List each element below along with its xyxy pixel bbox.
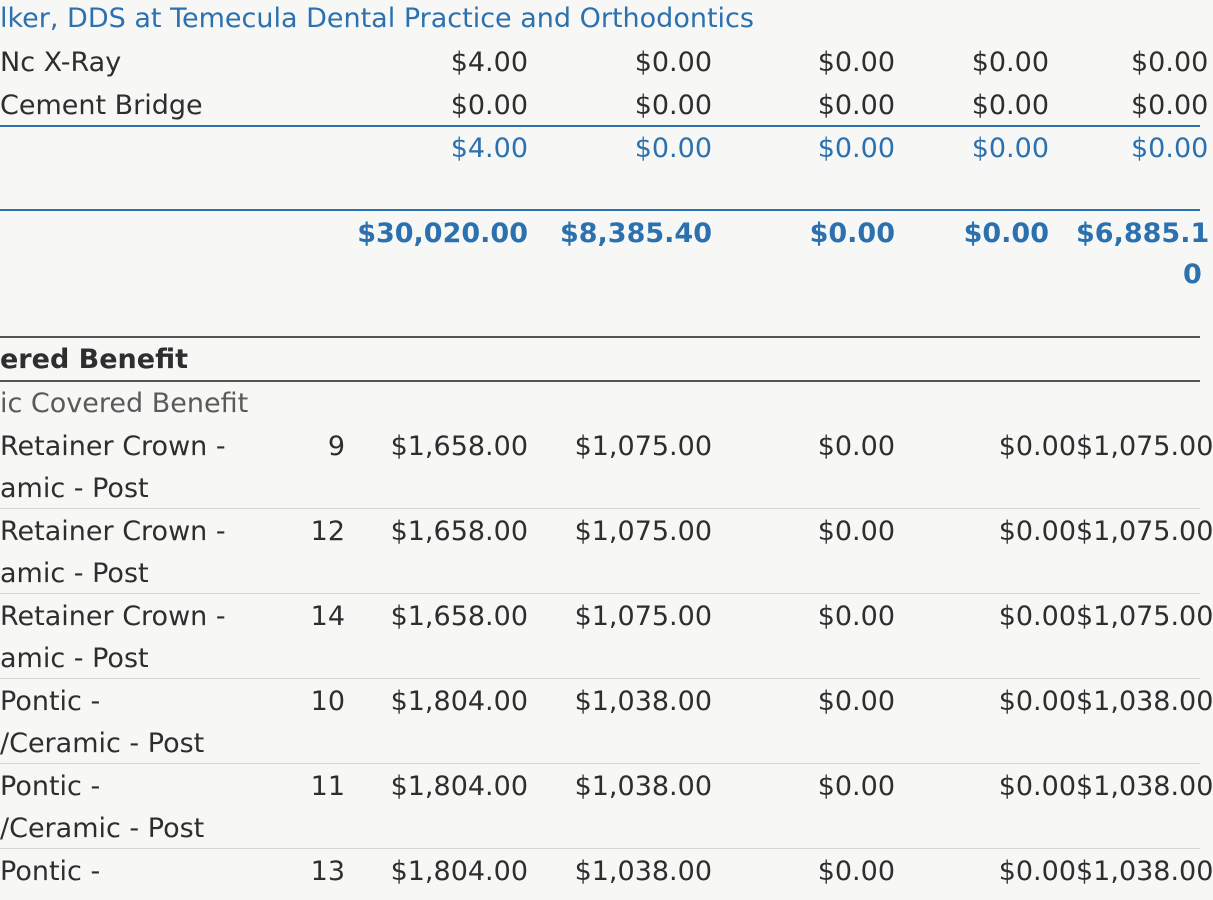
amount-cell: $0.00 [998,686,1076,717]
grand-total-cell: $6,885.1 [1076,218,1210,249]
procedure-label: Pontic - [0,771,101,802]
amount-cell: $4.00 [450,47,528,78]
tooth-number: 14 [310,601,345,632]
procedure-label: Retainer Crown - [0,431,226,462]
amount-cell: $1,038.00 [574,771,712,802]
tooth-number: 11 [310,771,345,802]
subtotal-cell: $0.00 [971,133,1049,164]
row-divider [0,848,1200,849]
amount-cell: $0.00 [450,90,528,121]
amount-cell: $0.00 [1131,47,1209,78]
amount-cell: $0.00 [817,856,895,887]
tooth-number: 13 [310,856,345,887]
total-divider [0,209,1200,211]
procedure-label: Pontic - [0,686,101,717]
procedure-label: Retainer Crown - [0,516,226,547]
subtotal-cell: $4.00 [450,133,528,164]
procedure-label: Nc X-Ray [0,47,122,78]
amount-cell: $1,804.00 [390,771,528,802]
amount-cell: $0.00 [817,516,895,547]
amount-cell: $0.00 [817,431,895,462]
section-title-underline [0,380,1200,382]
amount-cell: $1,075.00 [574,601,712,632]
amount-cell: $1,658.00 [390,516,528,547]
amount-cell: $1,075.00 [1076,431,1213,462]
amount-cell: $0.00 [817,771,895,802]
subtotal-divider [0,125,1200,127]
amount-cell: $1,075.00 [574,516,712,547]
amount-cell: $1,038.00 [1076,771,1213,802]
amount-cell: $1,038.00 [1076,686,1213,717]
amount-cell: $0.00 [817,686,895,717]
section-divider [0,336,1200,338]
row-divider [0,593,1200,594]
procedure-label-line2: /Ceramic - Post [0,813,205,844]
amount-cell: $0.00 [971,47,1049,78]
amount-cell: $1,075.00 [1076,516,1213,547]
amount-cell: $1,804.00 [390,856,528,887]
amount-cell: $1,038.00 [574,856,712,887]
grand-total-cell: $0.00 [963,218,1049,249]
subtotal-cell: $0.00 [1131,133,1209,164]
row-divider [0,508,1200,509]
section-subtitle: ic Covered Benefit [0,388,249,419]
amount-cell: $0.00 [998,856,1076,887]
tooth-number: 10 [310,686,345,717]
amount-cell: $0.00 [817,601,895,632]
procedure-label-line2: amic - Post [0,643,149,674]
grand-total-cell: $30,020.00 [357,218,528,249]
amount-cell: $1,038.00 [574,686,712,717]
row-divider [0,678,1200,679]
subtotal-cell: $0.00 [817,133,895,164]
amount-cell: $1,075.00 [574,431,712,462]
amount-cell: $0.00 [817,47,895,78]
amount-cell: $1,804.00 [390,686,528,717]
amount-cell: $0.00 [998,516,1076,547]
amount-cell: $1,075.00 [1076,601,1213,632]
procedure-label: Cement Bridge [0,90,203,121]
amount-cell: $0.00 [634,90,712,121]
grand-total-overflow: 0 [1183,259,1202,290]
amount-cell: $1,658.00 [390,601,528,632]
amount-cell: $0.00 [634,47,712,78]
amount-cell: $0.00 [998,431,1076,462]
section-title: ered Benefit [0,344,189,375]
procedure-label: Retainer Crown - [0,601,226,632]
procedure-label-line2: /Ceramic - Post [0,728,205,759]
amount-cell: $0.00 [817,90,895,121]
amount-cell: $1,658.00 [390,431,528,462]
grand-total-cell: $0.00 [809,218,895,249]
amount-cell: $0.00 [971,90,1049,121]
procedure-label-line2: amic - Post [0,558,149,589]
row-divider [0,763,1200,764]
amount-cell: $1,038.00 [1076,856,1213,887]
tooth-number: 9 [327,431,345,462]
provider-header: lker, DDS at Temecula Dental Practice and Orthodontics [0,3,754,34]
grand-total-cell: $8,385.40 [559,218,712,249]
subtotal-cell: $0.00 [634,133,712,164]
amount-cell: $0.00 [1131,90,1209,121]
tooth-number: 12 [310,516,345,547]
procedure-label: Pontic - [0,856,101,887]
amount-cell: $0.00 [998,771,1076,802]
procedure-label-line2: amic - Post [0,473,149,504]
amount-cell: $0.00 [998,601,1076,632]
